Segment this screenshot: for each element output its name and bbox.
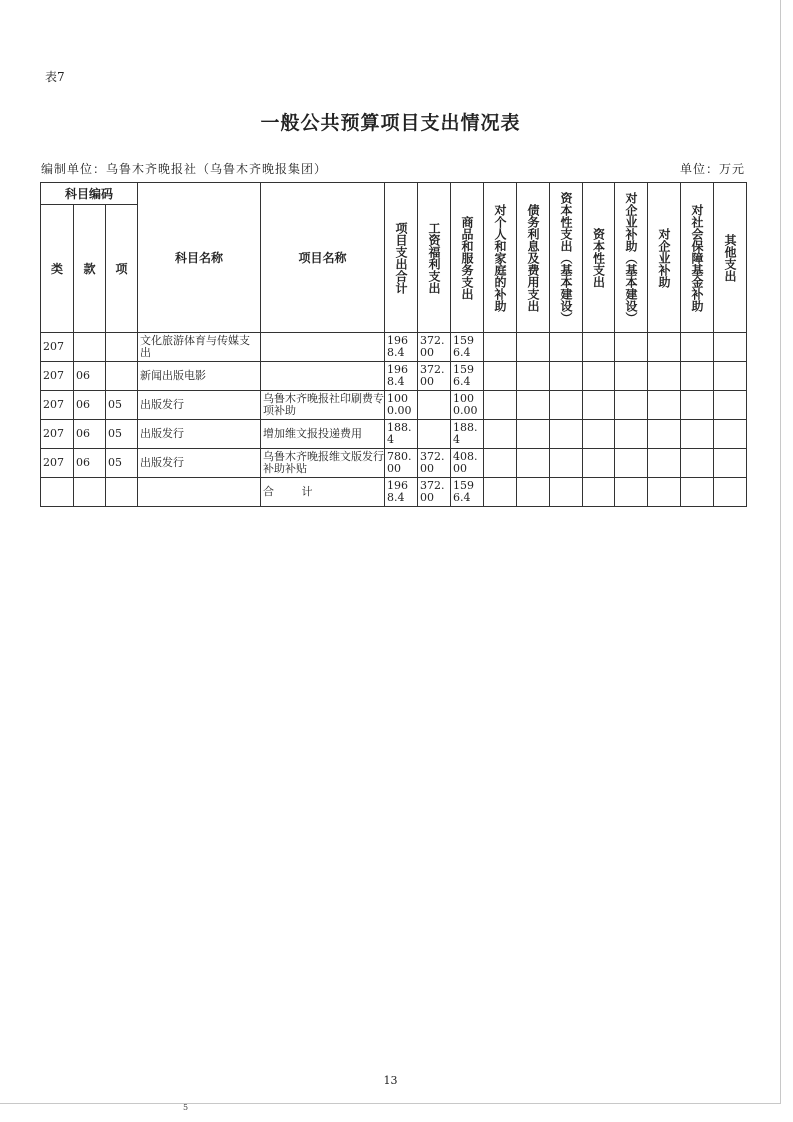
- cell-kuan: 06: [74, 449, 106, 478]
- cell-goods: 188.4: [451, 420, 484, 449]
- cell-empty: [714, 449, 747, 478]
- cell-empty: [550, 420, 583, 449]
- cell-project: 乌鲁木齐晚报维文版发行补助补贴: [261, 449, 385, 478]
- cell-empty: [517, 362, 550, 391]
- header-capital-basic: 资本性支出（基本建设）: [550, 183, 583, 333]
- cell-empty: [583, 391, 615, 420]
- unit-label: 单位：万元: [679, 162, 745, 176]
- cell-salary: 372.00: [418, 362, 451, 391]
- cell-empty: [615, 362, 648, 391]
- cell-xiang: [106, 362, 138, 391]
- cell-empty: [484, 449, 517, 478]
- cell-empty: [484, 362, 517, 391]
- cell-lei: 207: [41, 391, 74, 420]
- cell-kuan: [74, 333, 106, 362]
- table-number-label: 表7: [45, 70, 65, 84]
- cell-empty: [714, 478, 747, 507]
- cell-kuan: 06: [74, 420, 106, 449]
- corner-mark: 5: [183, 1103, 189, 1112]
- cell-subject: 出版发行: [138, 391, 261, 420]
- header-social-fund: 对社会保障基金补助: [681, 183, 714, 333]
- total-total: 1968.4: [385, 478, 418, 507]
- header-enterprise: 对企业补助: [648, 183, 681, 333]
- cell-empty: [138, 478, 261, 507]
- cell-xiang: 05: [106, 391, 138, 420]
- cell-total: 1968.4: [385, 333, 418, 362]
- cell-empty: [648, 362, 681, 391]
- cell-project: [261, 333, 385, 362]
- cell-empty: [648, 449, 681, 478]
- cell-empty: [714, 333, 747, 362]
- cell-empty: [615, 478, 648, 507]
- cell-empty: [615, 449, 648, 478]
- cell-xiang: [106, 333, 138, 362]
- cell-empty: [583, 449, 615, 478]
- cell-lei: 207: [41, 420, 74, 449]
- table-row: [41, 333, 747, 362]
- cell-empty: [550, 449, 583, 478]
- cell-empty: [648, 478, 681, 507]
- organization-line: 编制单位：乌鲁木齐晚报社（乌鲁木齐晚报集团）: [41, 162, 328, 176]
- cell-empty: [550, 362, 583, 391]
- cell-empty: [41, 478, 74, 507]
- table-row: [41, 420, 747, 449]
- table-row: [41, 449, 747, 478]
- cell-empty: [681, 333, 714, 362]
- table-row: [41, 362, 747, 391]
- cell-empty: [484, 478, 517, 507]
- header-enterprise-basic: 对企业补助（基本建设）: [615, 183, 648, 333]
- cell-total: 188.4: [385, 420, 418, 449]
- cell-empty: [714, 391, 747, 420]
- cell-empty: [615, 391, 648, 420]
- cell-project: 乌鲁木齐晚报社印刷费专项补助: [261, 391, 385, 420]
- cell-empty: [681, 391, 714, 420]
- cell-project: [261, 362, 385, 391]
- header-lei: 类: [41, 205, 74, 333]
- cell-empty: [648, 420, 681, 449]
- cell-empty: [74, 478, 106, 507]
- cell-empty: [517, 478, 550, 507]
- cell-total: 1968.4: [385, 362, 418, 391]
- cell-salary: [418, 391, 451, 420]
- header-other: 其他支出: [714, 183, 747, 333]
- header-salary: 工资福利支出: [418, 183, 451, 333]
- cell-empty: [615, 420, 648, 449]
- cell-empty: [681, 362, 714, 391]
- cell-lei: 207: [41, 362, 74, 391]
- cell-empty: [583, 478, 615, 507]
- budget-table: [40, 182, 747, 507]
- header-individual: 对个人和家庭的补助: [484, 183, 517, 333]
- cell-empty: [681, 449, 714, 478]
- cell-empty: [714, 362, 747, 391]
- cell-total: 1000.00: [385, 391, 418, 420]
- cell-empty: [484, 333, 517, 362]
- header-goods: 商品和服务支出: [451, 183, 484, 333]
- header-kuan: 款: [74, 205, 106, 333]
- cell-empty: [484, 391, 517, 420]
- cell-salary: 372.00: [418, 333, 451, 362]
- cell-kuan: 06: [74, 391, 106, 420]
- cell-empty: [648, 333, 681, 362]
- cell-xiang: 05: [106, 449, 138, 478]
- cell-empty: [714, 420, 747, 449]
- cell-empty: [517, 333, 550, 362]
- cell-total: 780.00: [385, 449, 418, 478]
- cell-subject: 出版发行: [138, 449, 261, 478]
- cell-lei: 207: [41, 333, 74, 362]
- cell-goods: 1596.4: [451, 362, 484, 391]
- header-debt: 债务利息及费用支出: [517, 183, 550, 333]
- cell-empty: [615, 333, 648, 362]
- cell-goods: 408.00: [451, 449, 484, 478]
- cell-salary: [418, 420, 451, 449]
- page-number: 13: [383, 1074, 398, 1087]
- page-title: 一般公共预算项目支出情况表: [260, 112, 521, 134]
- cell-salary: 372.00: [418, 449, 451, 478]
- header-xiang: 项: [106, 205, 138, 333]
- header-code-group: 科目编码: [41, 183, 138, 205]
- cell-kuan: 06: [74, 362, 106, 391]
- cell-empty: [681, 478, 714, 507]
- cell-xiang: 05: [106, 420, 138, 449]
- cell-goods: 1596.4: [451, 333, 484, 362]
- cell-subject: 文化旅游体育与传媒支出: [138, 333, 261, 362]
- header-subject-name: 科目名称: [138, 183, 261, 333]
- cell-project: 增加维文报投递费用: [261, 420, 385, 449]
- cell-subject: 新闻出版电影: [138, 362, 261, 391]
- cell-empty: [583, 333, 615, 362]
- total-label: 合 计: [261, 478, 385, 507]
- cell-empty: [550, 333, 583, 362]
- cell-empty: [106, 478, 138, 507]
- total-goods: 1596.4: [451, 478, 484, 507]
- cell-empty: [583, 362, 615, 391]
- total-salary: 372.00: [418, 478, 451, 507]
- cell-empty: [484, 420, 517, 449]
- header-project-name: 项目名称: [261, 183, 385, 333]
- cell-empty: [550, 391, 583, 420]
- cell-empty: [648, 391, 681, 420]
- header-capital: 资本性支出: [583, 183, 615, 333]
- cell-empty: [517, 391, 550, 420]
- cell-lei: 207: [41, 449, 74, 478]
- cell-goods: 1000.00: [451, 391, 484, 420]
- cell-empty: [681, 420, 714, 449]
- cell-subject: 出版发行: [138, 420, 261, 449]
- header-total: 项目支出合计: [385, 183, 418, 333]
- cell-empty: [583, 420, 615, 449]
- cell-empty: [517, 449, 550, 478]
- table-row: [41, 391, 747, 420]
- total-row: [41, 478, 747, 507]
- cell-empty: [517, 420, 550, 449]
- cell-empty: [550, 478, 583, 507]
